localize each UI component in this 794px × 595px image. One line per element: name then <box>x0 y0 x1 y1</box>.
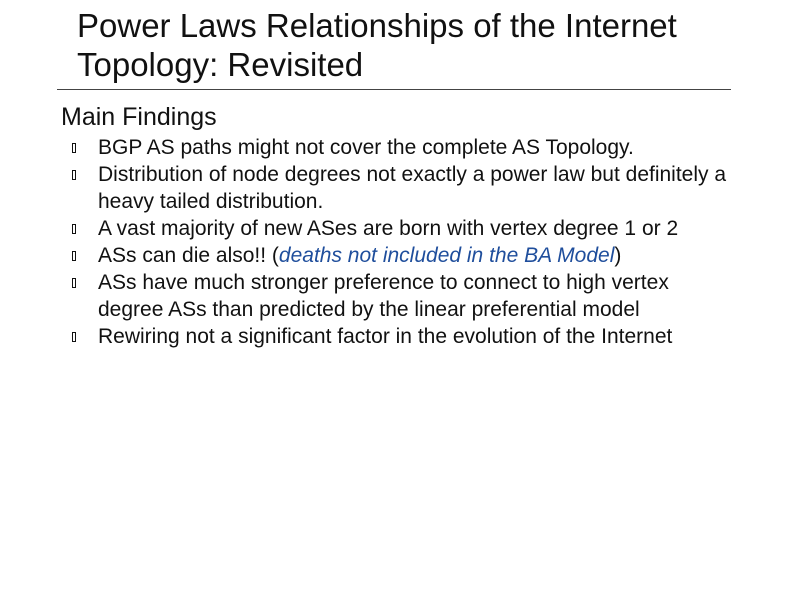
list-item <box>60 215 740 242</box>
title-line-2: Topology: Revisited <box>77 46 364 83</box>
section-heading: Main Findings <box>61 103 217 131</box>
bullet-square-icon <box>72 332 76 342</box>
list-item <box>60 323 740 350</box>
bullet-square-icon <box>72 143 76 153</box>
highlighted-note: deaths not included in the BA Model <box>278 244 615 267</box>
bullet-square-icon <box>72 251 76 261</box>
findings-list <box>60 134 740 350</box>
list-item-text: Distribution of node degrees not exactly a power law but definitely a heavy tailed distribution. <box>98 163 727 213</box>
bullet-square-icon <box>72 170 76 180</box>
title-divider <box>57 89 731 90</box>
list-item-text-before: ASs can die also!! ( <box>98 244 279 267</box>
list-item-text: A vast majority of new ASes are born with vertex degree 1 or 2 <box>98 217 679 240</box>
title-line-1: Power Laws Relationships of the Internet <box>77 7 677 44</box>
list-item-text: BGP AS paths might not cover the complete AS Topology. <box>98 136 634 159</box>
list-item <box>60 242 740 269</box>
list-item-text: ASs have much stronger preference to connect to high vertex degree ASs than predicted by the linear preferential model <box>98 271 669 321</box>
bullet-square-icon <box>72 278 76 288</box>
bullet-square-icon <box>72 224 76 234</box>
list-item-text-after: ) <box>614 244 622 267</box>
slide-title <box>77 6 777 84</box>
list-item-text: Rewiring not a significant factor in the evolution of the Internet <box>98 325 673 348</box>
list-item <box>60 134 740 161</box>
list-item <box>60 269 740 323</box>
list-item <box>60 161 740 215</box>
